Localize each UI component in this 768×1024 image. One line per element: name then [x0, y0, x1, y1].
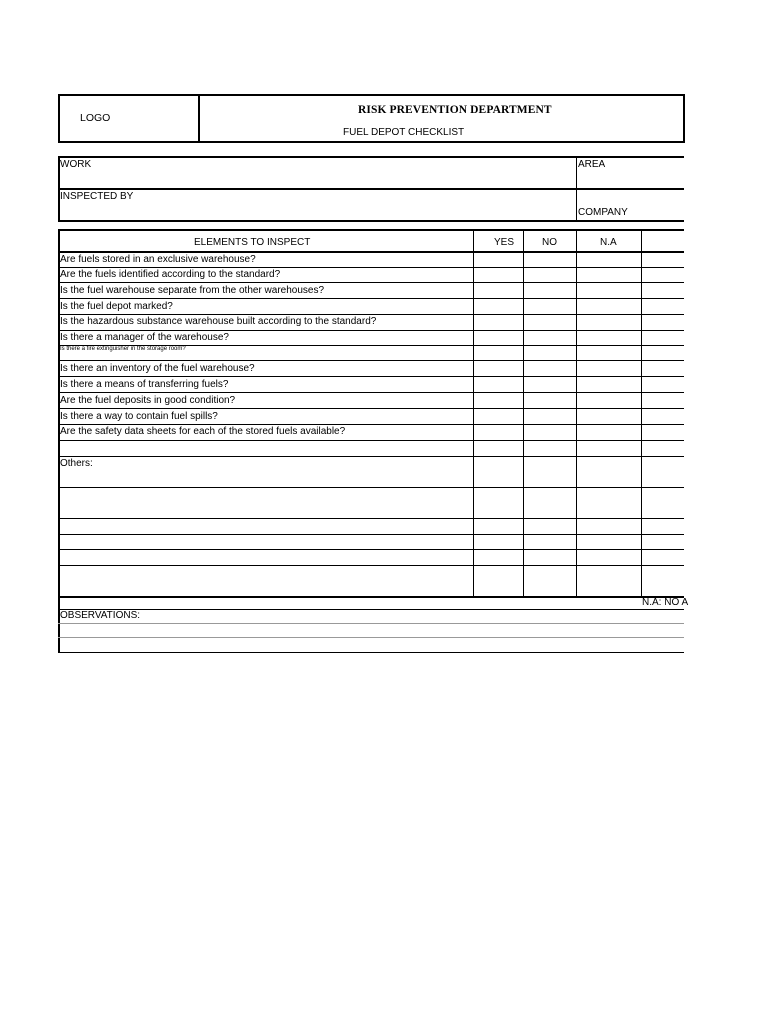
inspected-by-label: INSPECTED BY	[60, 191, 134, 202]
table-row-rule	[58, 518, 684, 519]
obs-line-2	[58, 637, 684, 638]
table-row-rule	[58, 440, 684, 441]
others-label: Others:	[60, 458, 93, 469]
checklist-item: Is there a way to contain fuel spills?	[60, 411, 218, 422]
header-na: N.A	[600, 237, 617, 248]
table-row-rule	[58, 298, 684, 299]
info-mid-border	[58, 188, 684, 190]
checklist-item: Is the fuel depot marked?	[60, 301, 173, 312]
col-divider-yes	[473, 229, 474, 598]
company-label: COMPANY	[578, 207, 628, 218]
department-title: RISK PREVENTION DEPARTMENT	[358, 104, 552, 116]
table-row-rule	[58, 330, 684, 331]
header-no: NO	[542, 237, 557, 248]
info-area-divider	[576, 156, 577, 222]
table-header-border	[58, 251, 684, 253]
checklist-item: Is there a manager of the warehouse?	[60, 332, 229, 343]
obs-top-border	[58, 609, 684, 610]
checklist-subtitle: FUEL DEPOT CHECKLIST	[343, 127, 465, 138]
table-row-rule	[58, 267, 684, 268]
area-label: AREA	[578, 159, 606, 170]
table-row-rule	[58, 345, 684, 346]
table-row-rule	[58, 360, 684, 361]
header-divider	[198, 96, 200, 141]
na-legend: N.A: NO A	[642, 597, 689, 608]
table-row-rule	[58, 376, 684, 377]
col-divider-na	[576, 229, 577, 598]
table-row-rule	[58, 487, 684, 488]
checklist-item: Is the hazardous substance warehouse built according to the standard?	[60, 316, 377, 327]
col-divider-no	[523, 229, 524, 598]
obs-line-1	[58, 623, 684, 624]
observations-label: OBSERVATIONS:	[60, 610, 141, 621]
table-row-rule	[58, 534, 684, 535]
checklist-item: Is there an inventory of the fuel warehouse?	[60, 363, 255, 374]
checklist-item: Is the fuel warehouse separate from the other warehouses?	[60, 285, 325, 296]
checklist-item: Are the fuels identified according to the standard?	[60, 269, 281, 280]
header-elements: ELEMENTS TO INSPECT	[194, 237, 311, 248]
info-top-border	[58, 156, 684, 158]
table-row-rule	[58, 549, 684, 550]
table-row-rule	[58, 282, 684, 283]
info-bottom-border	[58, 220, 684, 222]
header-yes: YES	[494, 237, 515, 248]
checklist-item: Is there a means of transferring fuels?	[60, 379, 229, 390]
logo-placeholder: LOGO	[80, 112, 111, 124]
checklist-item: Are the fuel deposits in good condition?	[60, 395, 236, 406]
table-row-rule	[58, 314, 684, 315]
table-row-rule	[58, 565, 684, 566]
checklist-item: Is there a fire extinguisher in the storage room?	[60, 346, 186, 352]
work-label: WORK	[60, 159, 92, 170]
checklist-item: Are the safety data sheets for each of the stored fuels available?	[60, 426, 346, 437]
table-row-rule	[58, 424, 684, 425]
table-row-rule	[58, 392, 684, 393]
checklist-item: Are fuels stored in an exclusive warehouse?	[60, 254, 256, 265]
table-top-border	[58, 229, 684, 231]
table-row-rule	[58, 456, 684, 457]
col-divider-extra	[641, 229, 642, 598]
table-bottom-border	[58, 596, 684, 598]
obs-bottom-border	[58, 652, 684, 653]
table-row-rule	[58, 408, 684, 409]
